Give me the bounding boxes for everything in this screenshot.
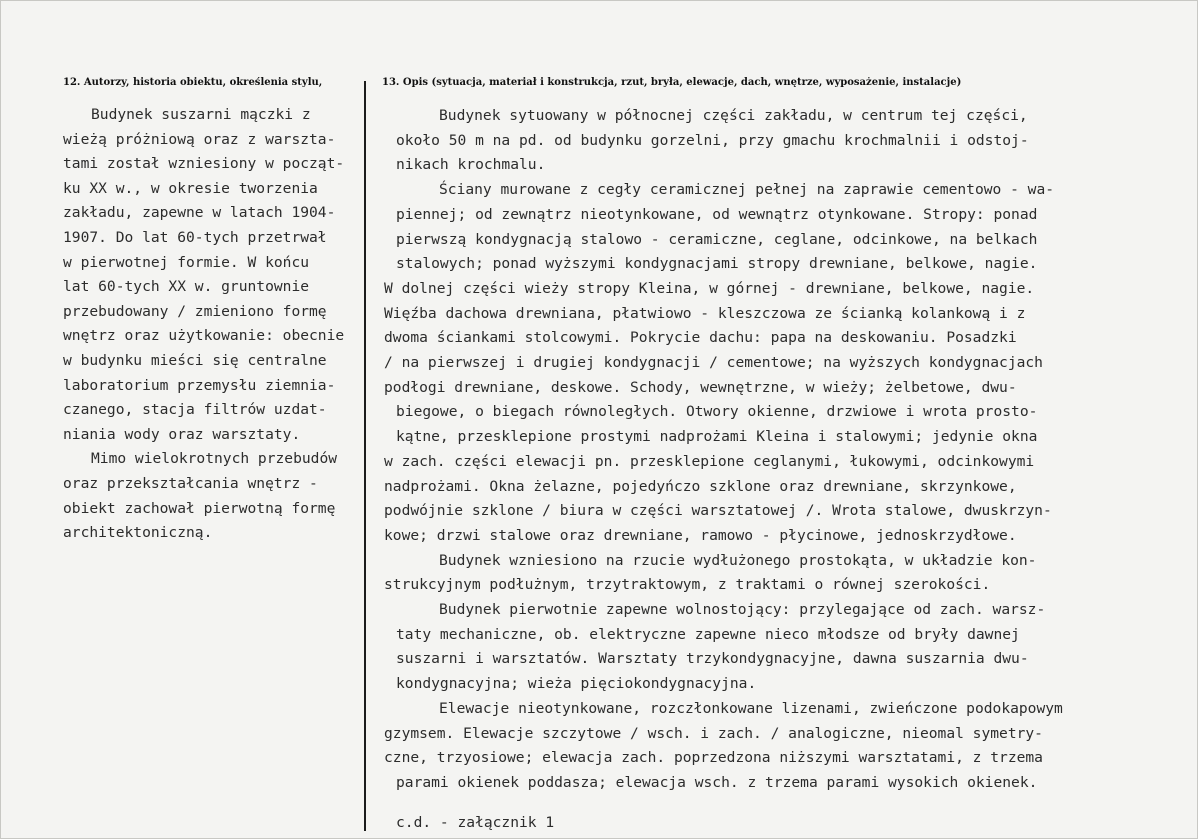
text-line: Mimo wielokrotnych przebudów [91,450,338,468]
text-line: w zach. części elewacji pn. przesklepione ceglanymi, łukowymi, odcinkowymi [384,452,1035,470]
text-line: gzymsem. Elewacje szczytowe / wsch. i zach. / analogiczne, nieomal symetry- [384,724,1043,742]
text-line: biegowe, o biegach równoległych. Otwory okienne, drzwiowe i wrota prosto- [396,403,1038,421]
text-line: podwójnie szklone / biura w części warsztatowej /. Wrota stalowe, dwuskrzyn- [384,502,1052,520]
text-line: niania wody oraz warsztaty. [63,425,301,443]
text-line: nikach krochmalu. [396,156,546,174]
text-line: Ściany murowane z cegły ceramicznej pełnej na zaprawie cementowo - wa- [439,181,1055,199]
text-line: pierwszą kondygnacją stalowo - ceramiczne, ceglane, odcinkowe, na belkach [396,230,1038,248]
text-line: kątne, przesklepione prostymi nadprożami Kleina i stalowymi; jedynie okna [396,428,1038,446]
text-line: taty mechaniczne, ob. elektryczne zapewne nieco młodsze od bryły dawnej [396,625,1020,643]
text-line: tami został wzniesiony w począt- [63,155,345,173]
text-line: piennej; od zewnątrz nieotynkowane, od wewnątrz otynkowane. Stropy: ponad [396,205,1038,223]
text-line: Więźba dachowa drewniana, płatwiowo - kleszczowa ze ścianką kolankową i z [384,304,1026,322]
text-line: lat 60-tych XX w. gruntownie [63,278,310,296]
text-line: wnętrz oraz użytkowanie: obecnie [63,327,345,345]
text-line: przebudowany / zmieniono formę [63,302,327,320]
header-description: 13. Opis (sytuacja, materiał i konstrukcja, rzut, bryła, elewacje, dach, wnętrze, wyposażenie, instalacje) [382,77,962,88]
text-line: suszarni i warsztatów. Warsztaty trzykondygnacyjne, dawna suszarnia dwu- [396,650,1029,668]
header-authors-history: 12. Autorzy, historia obiektu, określenia stylu, [63,77,323,88]
text-line: 1907. Do lat 60-tych przetrwał [63,229,327,246]
text-line: w budynku mieści się centralne [63,352,327,369]
text-line: Elewacje nieotynkowane, rozczłonkowane lizenami, zwieńczone podokapowym [439,699,1063,717]
text-line: laboratorium przemysłu ziemnia- [63,376,336,394]
text-line: obiekt zachował pierwotną formę [63,499,336,517]
text-line: Budynek pierwotnie zapewne wolnostojący: przylegające od zach. warsz- [439,601,1046,618]
text-line: czanego, stacja filtrów uzdat- [63,401,327,419]
text-line: nadprożami. Okna żelazne, pojedyńczo szklone oraz drewniane, skrzynkowe, [384,477,1017,495]
text-line: dwoma ściankami stolcowymi. Pokrycie dachu: papa na deskowaniu. Posadzki [384,329,1017,347]
text-line: strukcyjnym podłużnym, trzytraktowym, z traktami o równej szerokości. [384,576,991,594]
text-line: zakładu, zapewne w latach 1904- [63,204,336,222]
text-line: Budynek sytuowany w północnej części zakładu, w centrum tej części, [439,107,1028,124]
text-line: Budynek wzniesiono na rzucie wydłużonego prostokąta, w układzie kon- [439,551,1037,569]
text-line: / na pierwszej i drugiej kondygnacji / cementowe; na wyższych kondygnacjach [384,354,1043,371]
text-line: podłogi drewniane, deskowe. Schody, wewnętrzne, w wieży; żelbetowe, dwu- [384,378,1017,396]
text-line: wieżą próżniową oraz z warszta- [63,130,336,148]
text-line: kowe; drzwi stalowe oraz drewniane, ramowo - płycinowe, jednoskrzydłowe. [384,526,1017,544]
text-line: kondygnacyjna; wieża pięciokondygnacyjna. [396,675,757,693]
text-line: Budynek suszarni mączki z [91,106,311,123]
text-line: około 50 m na pd. od budynku gorzelni, przy gmachu krochmalnii i odstoj- [396,131,1029,149]
text-line: w pierwotnej formie. W końcu [63,253,310,271]
text-line: oraz przekształcania wnętrz - [63,475,318,492]
text-line: czne, trzyosiowe; elewacja zach. poprzedzona niższymi warsztatami, z trzema [384,749,1043,767]
text-line: parami okienek poddasza; elewacja wsch. z trzema parami wysokich okienek. [396,773,1038,791]
column-divider [364,81,366,831]
text-line: stalowych; ponad wyższymi kondygnacjami stropy drewniane, belkowe, nagie. [396,255,1038,273]
text-line: W dolnej części wieży stropy Kleina, w górnej - drewniane, belkowe, nagie. [384,279,1035,297]
continuation-note: c.d. - załącznik 1 [396,814,555,831]
text-line: architektoniczną. [63,524,213,542]
text-line: ku XX w., w okresie tworzenia [63,179,318,197]
